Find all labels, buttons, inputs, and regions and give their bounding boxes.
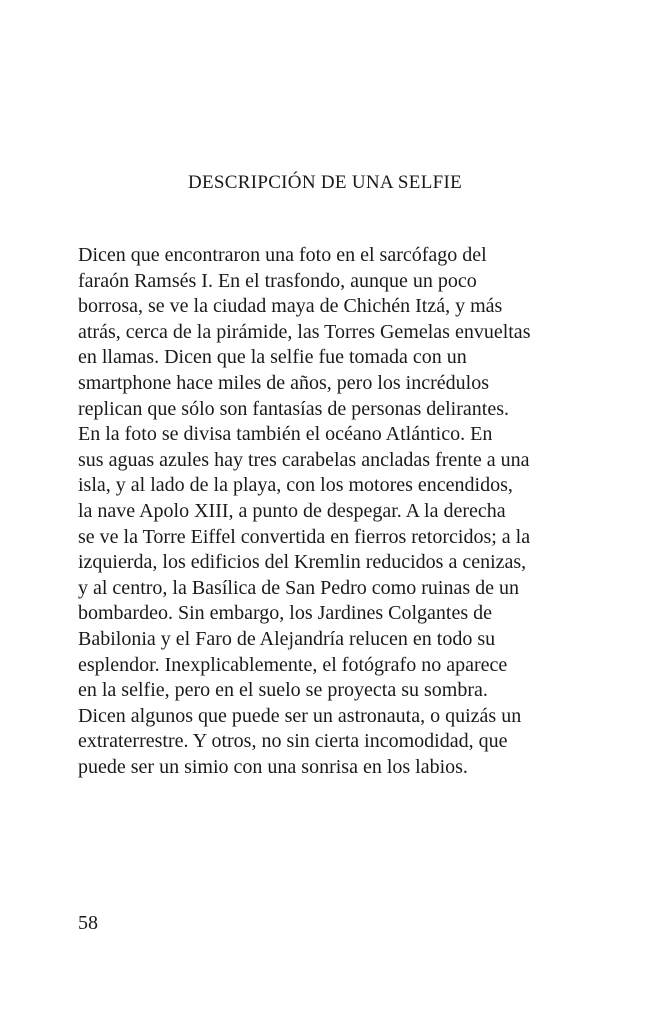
- text-line: la nave Apolo XIII, a punto de despegar. A la derecha: [78, 499, 506, 522]
- text-line: bombardeo. Sin embargo, los Jardines Colgantes de: [78, 602, 493, 625]
- text-line: replican que sólo son fantasías de personas delirantes.: [78, 397, 509, 420]
- text-line: borrosa, se ve la ciudad maya de Chichén Itzá, y más: [78, 295, 503, 318]
- text-line: smartphone hace miles de años, pero los incrédulos: [78, 371, 489, 394]
- chapter-title: DESCRIPCIÓN DE UNA SELFIE: [187, 172, 463, 193]
- text-line: atrás, cerca de la pirámide, las Torres Gemelas envueltas: [78, 320, 531, 343]
- text-line: En la foto se divisa también el océano Atlántico. En: [78, 423, 493, 446]
- text-line: en llamas. Dicen que la selfie fue tomada con un: [78, 346, 467, 369]
- text-line: izquierda, los edificios del Kremlin reducidos a cenizas,: [78, 551, 527, 574]
- text-line: isla, y al lado de la playa, con los motores encendidos,: [78, 474, 513, 497]
- text-line: Dicen que encontraron una foto en el sarcófago del: [78, 244, 487, 266]
- body-paragraph: [78, 243, 578, 780]
- text-line: y al centro, la Basílica de San Pedro como ruinas de un: [78, 576, 519, 599]
- text-line: faraón Ramsés I. En el trasfondo, aunque un poco: [78, 269, 477, 292]
- text-line: en la selfie, pero en el suelo se proyecta su sombra.: [78, 679, 488, 702]
- text-line: se ve la Torre Eiffel convertida en fierros retorcidos; a la: [78, 525, 531, 548]
- text-line: Babilonia y el Faro de Alejandría relucen en todo su: [78, 627, 496, 650]
- text-line: extraterrestre. Y otros, no sin cierta incomodidad, que: [78, 730, 508, 753]
- page-number: 58: [78, 912, 98, 934]
- text-line: sus aguas azules hay tres carabelas ancladas frente a una: [78, 448, 530, 471]
- text-line: esplendor. Inexplicablemente, el fotógrafo no aparece: [78, 653, 508, 676]
- text-line: puede ser un simio con una sonrisa en los labios.: [78, 755, 468, 778]
- text-line: Dicen algunos que puede ser un astronauta, o quizás un: [78, 704, 522, 727]
